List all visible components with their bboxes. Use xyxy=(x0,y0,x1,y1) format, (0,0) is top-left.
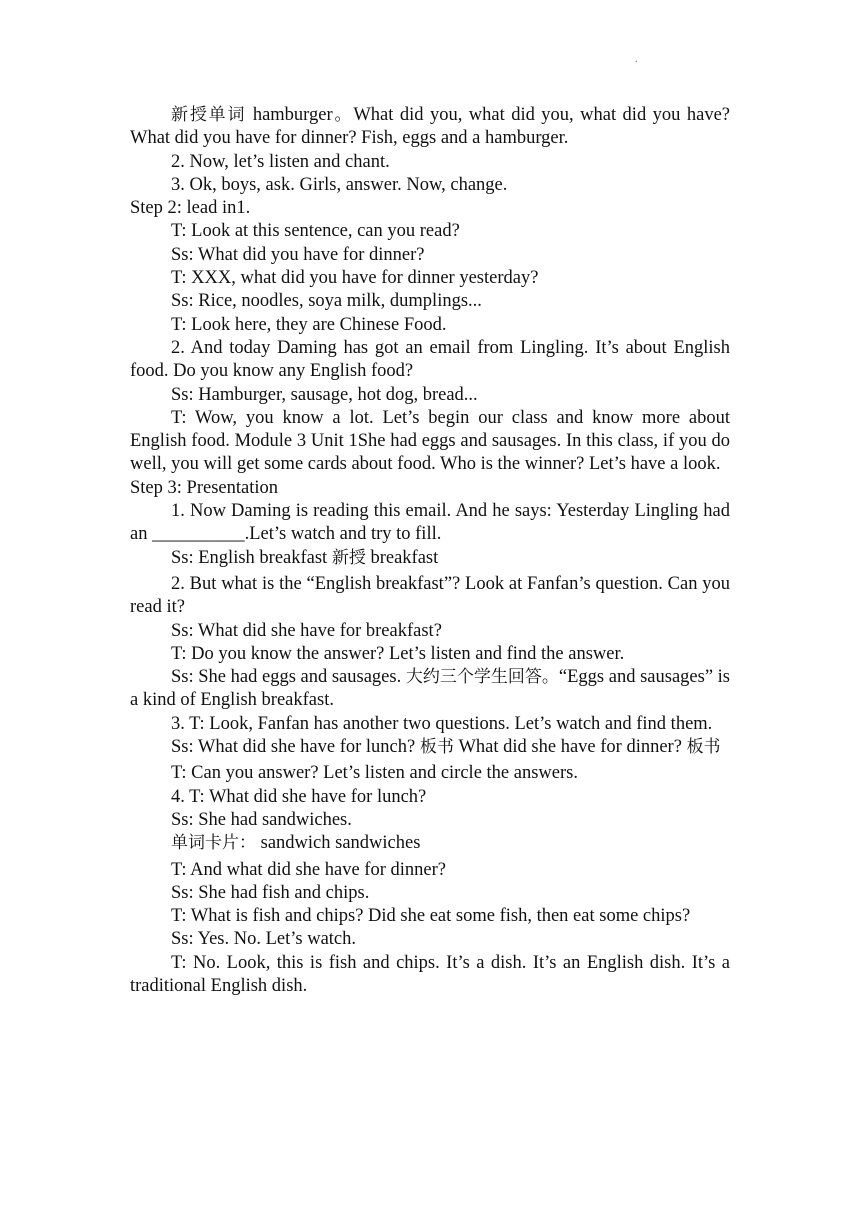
paragraph-text-segment: 新授 xyxy=(331,547,366,568)
paragraph-text-segment: Ss: She had eggs and sausages. xyxy=(171,667,406,688)
paragraph xyxy=(130,666,730,713)
paragraph: Ss: Rice, noodles, soya milk, dumplings... xyxy=(171,291,482,312)
paragraph-text-segment: Ss: English breakfast xyxy=(171,547,332,568)
paragraph: T: Wow, you know a lot. Let’s begin our class and know more about English food. Module 3 Unit 1She had eggs and sausages. In this class, if you do well, you will get some cards about food. Who is the winner? Let’s have a look. xyxy=(130,407,730,475)
paragraph-text-segment: hamburger xyxy=(246,105,333,125)
paragraph: 2. And today Daming has got an email from Lingling. It’s about English food. Do you know any English food? xyxy=(130,337,730,382)
paragraph: 2. But what is the “English breakfast”? Look at Fanfan’s question. Can you read it? xyxy=(130,573,730,618)
paragraph: T: What is fish and chips? Did she eat some fish, then eat some chips? xyxy=(171,906,691,927)
corner-mark: . xyxy=(635,54,638,65)
paragraph-text-segment: “Eggs and sausages” is a kind of English breakfast. xyxy=(130,667,730,711)
paragraph: Ss: Yes. No. Let’s watch. xyxy=(171,929,357,950)
paragraph xyxy=(130,547,730,570)
paragraph-text-segment: Ss: What did she have for lunch? xyxy=(171,737,420,758)
paragraph: T: Can you answer? Let’s listen and circle the answers. xyxy=(171,763,578,784)
paragraph: Ss: What did you have for dinner? xyxy=(171,244,425,265)
paragraph-text-segment: 板书 xyxy=(419,737,454,758)
paragraph-text-segment: 单词卡片： xyxy=(171,833,256,854)
paragraph: Ss: She had fish and chips. xyxy=(171,882,370,903)
paragraph-text-segment: 新授单词 xyxy=(171,105,247,125)
paragraph: 2. Now, let’s listen and chant. xyxy=(171,151,390,172)
paragraph: Step 2: lead in1. xyxy=(130,198,251,219)
paragraph: T: No. Look, this is fish and chips. It’s a dish. It’s an English dish. It’s a traditional English dish. xyxy=(130,952,730,996)
paragraph: Step 3: Presentation xyxy=(130,477,278,498)
paragraph-text-segment: 大约三个学生回答。 xyxy=(405,667,559,688)
paragraph-text-segment: What did she have for dinner? xyxy=(453,737,687,758)
paragraph: Ss: She had sandwiches. xyxy=(171,809,352,830)
paragraph: T: Look here, they are Chinese Food. xyxy=(171,314,447,335)
paragraph: 1. Now Daming is reading this email. And he says: Yesterday Lingling had an __________.Let’s watch and try to fill. xyxy=(130,501,730,545)
paragraph xyxy=(130,104,730,151)
paragraph: T: Look at this sentence, can you read? xyxy=(171,221,460,242)
document-body xyxy=(130,104,730,998)
paragraph-text-segment: sandwich sandwiches xyxy=(256,833,421,854)
paragraph: 3. Ok, boys, ask. Girls, answer. Now, change. xyxy=(171,174,508,195)
paragraph-text-segment: breakfast xyxy=(365,547,439,568)
paragraph: 4. T: What did she have for lunch? xyxy=(171,786,427,807)
paragraph: Ss: Hamburger, sausage, hot dog, bread... xyxy=(171,384,478,405)
paragraph xyxy=(130,736,730,759)
paragraph-text-segment: 板书 xyxy=(686,737,721,758)
paragraph-text-segment: 。 xyxy=(332,105,354,125)
paragraph xyxy=(130,832,730,855)
paragraph: 3. T: Look, Fanfan has another two questions. Let’s watch and find them. xyxy=(171,713,713,734)
paragraph: T: XXX, what did you have for dinner yesterday? xyxy=(171,268,539,289)
paragraph-text-segment: What did you, what did you, what did you have? What did you have for dinner? Fish, eggs and a hamburger. xyxy=(130,105,731,149)
paragraph: T: And what did she have for dinner? xyxy=(171,859,446,880)
paragraph: Ss: What did she have for breakfast? xyxy=(171,620,442,641)
paragraph: T: Do you know the answer? Let’s listen and find the answer. xyxy=(171,643,625,664)
